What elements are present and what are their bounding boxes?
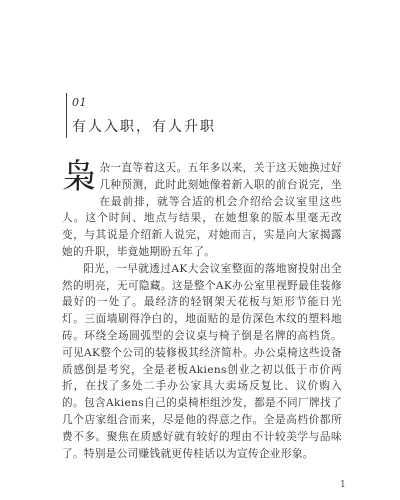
paragraph-2: 阳光，一早就透过AK大会议室整面的落地窗投射出全然的明亮，无可隐藏。这是整个AK办公室里视野最佳装修最好的一处了。最经济的轻钢架天花板与矩形节能日光灯。三面墙刷得净白的，地面贴的是仿深色木纹的塑料地砖。环绕全场圆弧型的会议桌与椅子倒是名牌的高档货。可见AK整个公司的装修极其经济简朴。办公桌椅这些设备质感倒是考究，全是老板Akiens创业之初以低于市价两折，在找了多处二手办公家具大卖场反复比、议价购入的。包含Akiens自己的桌椅柜组沙发，都是不同厂牌找了几个店家组合而来，尽是他的得意之作。全是高档价都所费不多。聚焦在质感好就有较好的理由不计较美学与品味了。特别是公司赚钱就更传桂话以为宣传企业形象。 <box>62 262 342 460</box>
paragraph-1 <box>62 157 342 261</box>
paragraph-1-text: 杂一直等着这天。五年多以来，关于这天她换过好几种预测，此时此刻她像着新入职的前台说完，坐在最前排，就等合适的机会介绍给会议室里这些人。这个时间、地点与结果，在她想象的版本里毫无改变，与其说是介绍新人说完，对她而言，实是向大家揭露她的升职，毕竟她期盼五年了。 <box>62 162 342 258</box>
chapter-number: 01 <box>72 96 87 109</box>
drop-cap: 枭 <box>62 157 97 197</box>
chapter-title: 有人入职，有人升职 <box>72 119 216 135</box>
chapter-body <box>62 157 342 462</box>
page-number: 1 <box>340 480 346 490</box>
chapter-divider-line <box>66 93 67 138</box>
